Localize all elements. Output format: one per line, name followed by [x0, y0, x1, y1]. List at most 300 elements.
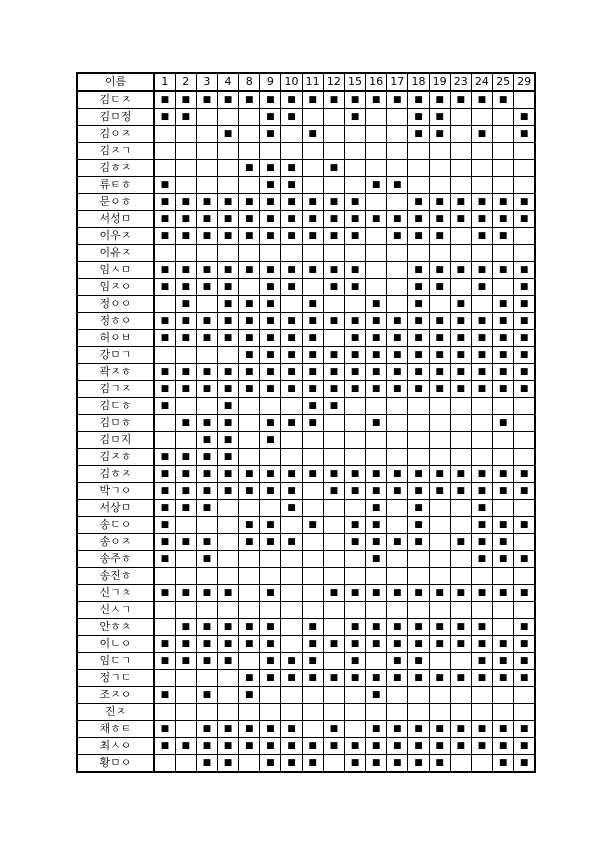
- check-mark: ■: [154, 91, 175, 109]
- check-mark: ■: [514, 313, 535, 330]
- empty-cell: [154, 755, 175, 773]
- empty-cell: [154, 670, 175, 687]
- empty-cell: [302, 177, 323, 194]
- table-row: [77, 160, 535, 177]
- empty-cell: [344, 398, 365, 415]
- check-mark: ■: [344, 466, 365, 483]
- check-mark: ■: [429, 330, 450, 347]
- check-mark: ■: [366, 415, 387, 432]
- table-row: [77, 313, 535, 330]
- check-mark: ■: [387, 466, 408, 483]
- empty-cell: [366, 245, 387, 262]
- student-name: 김ㄷㅎ: [77, 398, 154, 415]
- check-mark: ■: [302, 364, 323, 381]
- check-mark: ■: [514, 211, 535, 228]
- check-mark: ■: [471, 585, 492, 602]
- empty-cell: [514, 91, 535, 109]
- check-mark: ■: [217, 126, 238, 143]
- check-mark: ■: [175, 313, 196, 330]
- table-row: [77, 194, 535, 211]
- empty-cell: [323, 619, 344, 636]
- check-mark: ■: [450, 211, 471, 228]
- empty-cell: [450, 551, 471, 568]
- check-mark: ■: [429, 636, 450, 653]
- check-mark: ■: [493, 551, 514, 568]
- check-mark: ■: [281, 330, 302, 347]
- empty-cell: [366, 109, 387, 126]
- check-mark: ■: [239, 262, 260, 279]
- student-name: 임ㅅㅁ: [77, 262, 154, 279]
- empty-cell: [387, 160, 408, 177]
- student-name: 문ㅇㅎ: [77, 194, 154, 211]
- check-mark: ■: [175, 653, 196, 670]
- check-mark: ■: [408, 534, 429, 551]
- table-row: [77, 500, 535, 517]
- check-mark: ■: [239, 194, 260, 211]
- check-mark: ■: [239, 466, 260, 483]
- check-mark: ■: [493, 296, 514, 313]
- check-mark: ■: [450, 262, 471, 279]
- check-mark: ■: [408, 721, 429, 738]
- check-mark: ■: [281, 653, 302, 670]
- check-mark: ■: [387, 721, 408, 738]
- check-mark: ■: [514, 653, 535, 670]
- check-mark: ■: [175, 91, 196, 109]
- check-mark: ■: [260, 619, 281, 636]
- check-mark: ■: [344, 347, 365, 364]
- check-mark: ■: [408, 262, 429, 279]
- empty-cell: [387, 194, 408, 211]
- check-mark: ■: [154, 109, 175, 126]
- empty-cell: [323, 653, 344, 670]
- empty-cell: [154, 568, 175, 585]
- empty-cell: [450, 653, 471, 670]
- check-mark: ■: [217, 381, 238, 398]
- empty-cell: [471, 687, 492, 704]
- empty-cell: [344, 126, 365, 143]
- empty-cell: [323, 177, 344, 194]
- empty-cell: [260, 704, 281, 721]
- check-mark: ■: [154, 483, 175, 500]
- empty-cell: [154, 415, 175, 432]
- column-header: 29: [514, 73, 535, 91]
- check-mark: ■: [344, 109, 365, 126]
- student-name: 송주ㅎ: [77, 551, 154, 568]
- empty-cell: [387, 296, 408, 313]
- check-mark: ■: [302, 126, 323, 143]
- student-name: 신ㅅㄱ: [77, 602, 154, 619]
- check-mark: ■: [429, 228, 450, 245]
- empty-cell: [281, 517, 302, 534]
- empty-cell: [408, 143, 429, 160]
- empty-cell: [387, 126, 408, 143]
- empty-cell: [429, 500, 450, 517]
- check-mark: ■: [196, 687, 217, 704]
- empty-cell: [514, 398, 535, 415]
- empty-cell: [387, 704, 408, 721]
- check-mark: ■: [387, 177, 408, 194]
- check-mark: ■: [429, 466, 450, 483]
- check-mark: ■: [366, 619, 387, 636]
- empty-cell: [175, 160, 196, 177]
- check-mark: ■: [154, 636, 175, 653]
- student-name: 송ㄷㅇ: [77, 517, 154, 534]
- empty-cell: [450, 449, 471, 466]
- empty-cell: [175, 245, 196, 262]
- empty-cell: [493, 143, 514, 160]
- empty-cell: [471, 245, 492, 262]
- empty-cell: [175, 398, 196, 415]
- check-mark: ■: [471, 483, 492, 500]
- check-mark: ■: [514, 517, 535, 534]
- check-mark: ■: [302, 415, 323, 432]
- empty-cell: [387, 602, 408, 619]
- check-mark: ■: [344, 364, 365, 381]
- empty-cell: [323, 755, 344, 773]
- check-mark: ■: [217, 432, 238, 449]
- check-mark: ■: [323, 364, 344, 381]
- empty-cell: [471, 398, 492, 415]
- check-mark: ■: [154, 279, 175, 296]
- empty-cell: [450, 432, 471, 449]
- empty-cell: [196, 347, 217, 364]
- empty-cell: [344, 432, 365, 449]
- check-mark: ■: [387, 381, 408, 398]
- empty-cell: [471, 432, 492, 449]
- check-mark: ■: [344, 330, 365, 347]
- check-mark: ■: [408, 194, 429, 211]
- check-mark: ■: [239, 313, 260, 330]
- empty-cell: [344, 568, 365, 585]
- check-mark: ■: [429, 585, 450, 602]
- check-mark: ■: [217, 721, 238, 738]
- check-mark: ■: [175, 534, 196, 551]
- check-mark: ■: [366, 211, 387, 228]
- check-mark: ■: [196, 211, 217, 228]
- empty-cell: [217, 517, 238, 534]
- check-mark: ■: [323, 398, 344, 415]
- check-mark: ■: [196, 279, 217, 296]
- check-mark: ■: [429, 126, 450, 143]
- check-mark: ■: [239, 296, 260, 313]
- check-mark: ■: [175, 449, 196, 466]
- empty-cell: [344, 551, 365, 568]
- empty-cell: [302, 160, 323, 177]
- empty-cell: [217, 551, 238, 568]
- check-mark: ■: [239, 636, 260, 653]
- check-mark: ■: [450, 670, 471, 687]
- empty-cell: [450, 602, 471, 619]
- empty-cell: [387, 568, 408, 585]
- table-row: [77, 636, 535, 653]
- empty-cell: [196, 143, 217, 160]
- check-mark: ■: [260, 755, 281, 773]
- check-mark: ■: [429, 109, 450, 126]
- check-mark: ■: [154, 738, 175, 755]
- empty-cell: [387, 245, 408, 262]
- empty-cell: [323, 143, 344, 160]
- empty-cell: [366, 143, 387, 160]
- check-mark: ■: [323, 670, 344, 687]
- check-mark: ■: [154, 534, 175, 551]
- column-header: 16: [366, 73, 387, 91]
- check-mark: ■: [239, 228, 260, 245]
- empty-cell: [387, 687, 408, 704]
- check-mark: ■: [323, 585, 344, 602]
- check-mark: ■: [260, 177, 281, 194]
- check-mark: ■: [154, 500, 175, 517]
- empty-cell: [387, 432, 408, 449]
- check-mark: ■: [344, 534, 365, 551]
- column-header: 15: [344, 73, 365, 91]
- check-mark: ■: [217, 483, 238, 500]
- empty-cell: [471, 143, 492, 160]
- table-row: [77, 296, 535, 313]
- check-mark: ■: [323, 347, 344, 364]
- empty-cell: [302, 432, 323, 449]
- check-mark: ■: [408, 738, 429, 755]
- empty-cell: [429, 143, 450, 160]
- empty-cell: [429, 415, 450, 432]
- empty-cell: [366, 194, 387, 211]
- check-mark: ■: [281, 738, 302, 755]
- check-mark: ■: [175, 466, 196, 483]
- check-mark: ■: [450, 296, 471, 313]
- empty-cell: [471, 568, 492, 585]
- check-mark: ■: [281, 279, 302, 296]
- check-mark: ■: [217, 755, 238, 773]
- empty-cell: [429, 653, 450, 670]
- table-row: [77, 415, 535, 432]
- table-row: [77, 91, 535, 109]
- empty-cell: [366, 449, 387, 466]
- empty-cell: [450, 109, 471, 126]
- check-mark: ■: [302, 313, 323, 330]
- check-mark: ■: [196, 381, 217, 398]
- check-mark: ■: [450, 483, 471, 500]
- empty-cell: [260, 500, 281, 517]
- check-mark: ■: [344, 91, 365, 109]
- student-name: 채ㅎㅌ: [77, 721, 154, 738]
- column-header: 11: [302, 73, 323, 91]
- check-mark: ■: [260, 313, 281, 330]
- check-mark: ■: [260, 228, 281, 245]
- empty-cell: [175, 687, 196, 704]
- check-mark: ■: [260, 738, 281, 755]
- empty-cell: [281, 704, 302, 721]
- table-row: [77, 177, 535, 194]
- check-mark: ■: [196, 551, 217, 568]
- table-row: [77, 279, 535, 296]
- empty-cell: [175, 602, 196, 619]
- student-name: 이유ㅈ: [77, 245, 154, 262]
- check-mark: ■: [175, 330, 196, 347]
- column-header: 2: [175, 73, 196, 91]
- empty-cell: [196, 704, 217, 721]
- check-mark: ■: [281, 721, 302, 738]
- check-mark: ■: [239, 670, 260, 687]
- empty-cell: [344, 687, 365, 704]
- check-mark: ■: [450, 636, 471, 653]
- check-mark: ■: [154, 585, 175, 602]
- check-mark: ■: [196, 755, 217, 773]
- empty-cell: [196, 109, 217, 126]
- empty-cell: [260, 602, 281, 619]
- empty-cell: [344, 704, 365, 721]
- check-mark: ■: [514, 585, 535, 602]
- check-mark: ■: [493, 585, 514, 602]
- check-mark: ■: [154, 177, 175, 194]
- empty-cell: [196, 126, 217, 143]
- empty-cell: [493, 177, 514, 194]
- check-mark: ■: [302, 619, 323, 636]
- empty-cell: [260, 687, 281, 704]
- check-mark: ■: [302, 330, 323, 347]
- empty-cell: [154, 619, 175, 636]
- check-mark: ■: [493, 330, 514, 347]
- check-mark: ■: [175, 296, 196, 313]
- check-mark: ■: [450, 534, 471, 551]
- check-mark: ■: [196, 415, 217, 432]
- student-name: 최ㅅㅇ: [77, 738, 154, 755]
- check-mark: ■: [260, 670, 281, 687]
- check-mark: ■: [366, 91, 387, 109]
- column-header: 23: [450, 73, 471, 91]
- check-mark: ■: [514, 551, 535, 568]
- empty-cell: [344, 143, 365, 160]
- empty-cell: [493, 160, 514, 177]
- header-row: [77, 73, 535, 91]
- check-mark: ■: [471, 126, 492, 143]
- check-mark: ■: [217, 211, 238, 228]
- empty-cell: [260, 143, 281, 160]
- check-mark: ■: [493, 483, 514, 500]
- empty-cell: [366, 653, 387, 670]
- check-mark: ■: [323, 636, 344, 653]
- check-mark: ■: [239, 211, 260, 228]
- empty-cell: [366, 228, 387, 245]
- empty-cell: [408, 551, 429, 568]
- empty-cell: [450, 755, 471, 773]
- student-name: 김ㅁ정: [77, 109, 154, 126]
- table-row: [77, 262, 535, 279]
- check-mark: ■: [260, 91, 281, 109]
- check-mark: ■: [408, 347, 429, 364]
- check-mark: ■: [175, 738, 196, 755]
- check-mark: ■: [217, 313, 238, 330]
- check-mark: ■: [408, 670, 429, 687]
- empty-cell: [302, 704, 323, 721]
- check-mark: ■: [260, 653, 281, 670]
- empty-cell: [217, 245, 238, 262]
- check-mark: ■: [260, 194, 281, 211]
- empty-cell: [175, 568, 196, 585]
- check-mark: ■: [260, 160, 281, 177]
- empty-cell: [239, 568, 260, 585]
- check-mark: ■: [344, 517, 365, 534]
- check-mark: ■: [387, 211, 408, 228]
- empty-cell: [302, 500, 323, 517]
- check-mark: ■: [196, 585, 217, 602]
- empty-cell: [429, 245, 450, 262]
- empty-cell: [175, 551, 196, 568]
- empty-cell: [493, 245, 514, 262]
- check-mark: ■: [154, 313, 175, 330]
- check-mark: ■: [366, 755, 387, 773]
- check-mark: ■: [387, 483, 408, 500]
- check-mark: ■: [344, 670, 365, 687]
- check-mark: ■: [239, 721, 260, 738]
- empty-cell: [281, 126, 302, 143]
- empty-cell: [450, 245, 471, 262]
- student-name: 류ㅌㅎ: [77, 177, 154, 194]
- check-mark: ■: [154, 653, 175, 670]
- check-mark: ■: [281, 160, 302, 177]
- check-mark: ■: [217, 228, 238, 245]
- check-mark: ■: [471, 228, 492, 245]
- check-mark: ■: [302, 228, 323, 245]
- check-mark: ■: [260, 721, 281, 738]
- check-mark: ■: [281, 262, 302, 279]
- check-mark: ■: [281, 755, 302, 773]
- check-mark: ■: [366, 585, 387, 602]
- check-mark: ■: [281, 364, 302, 381]
- empty-cell: [366, 279, 387, 296]
- check-mark: ■: [429, 738, 450, 755]
- check-mark: ■: [450, 91, 471, 109]
- check-mark: ■: [323, 381, 344, 398]
- empty-cell: [408, 398, 429, 415]
- check-mark: ■: [429, 279, 450, 296]
- table-row: [77, 755, 535, 773]
- empty-cell: [471, 449, 492, 466]
- student-name: 안ㅎㅊ: [77, 619, 154, 636]
- check-mark: ■: [196, 449, 217, 466]
- check-mark: ■: [429, 194, 450, 211]
- empty-cell: [239, 500, 260, 517]
- empty-cell: [493, 568, 514, 585]
- check-mark: ■: [408, 296, 429, 313]
- check-mark: ■: [302, 211, 323, 228]
- empty-cell: [196, 670, 217, 687]
- check-mark: ■: [217, 619, 238, 636]
- table-row: [77, 704, 535, 721]
- empty-cell: [217, 500, 238, 517]
- check-mark: ■: [154, 551, 175, 568]
- check-mark: ■: [196, 432, 217, 449]
- check-mark: ■: [196, 194, 217, 211]
- check-mark: ■: [323, 262, 344, 279]
- empty-cell: [281, 296, 302, 313]
- empty-cell: [344, 721, 365, 738]
- empty-cell: [323, 415, 344, 432]
- student-name: 이ㄴㅇ: [77, 636, 154, 653]
- check-mark: ■: [217, 415, 238, 432]
- check-mark: ■: [217, 738, 238, 755]
- check-mark: ■: [387, 330, 408, 347]
- student-name: 조ㅈㅇ: [77, 687, 154, 704]
- check-mark: ■: [260, 636, 281, 653]
- check-mark: ■: [196, 364, 217, 381]
- empty-cell: [387, 262, 408, 279]
- empty-cell: [471, 109, 492, 126]
- check-mark: ■: [154, 449, 175, 466]
- check-mark: ■: [217, 296, 238, 313]
- check-mark: ■: [281, 415, 302, 432]
- table-row: [77, 568, 535, 585]
- check-mark: ■: [514, 364, 535, 381]
- empty-cell: [323, 602, 344, 619]
